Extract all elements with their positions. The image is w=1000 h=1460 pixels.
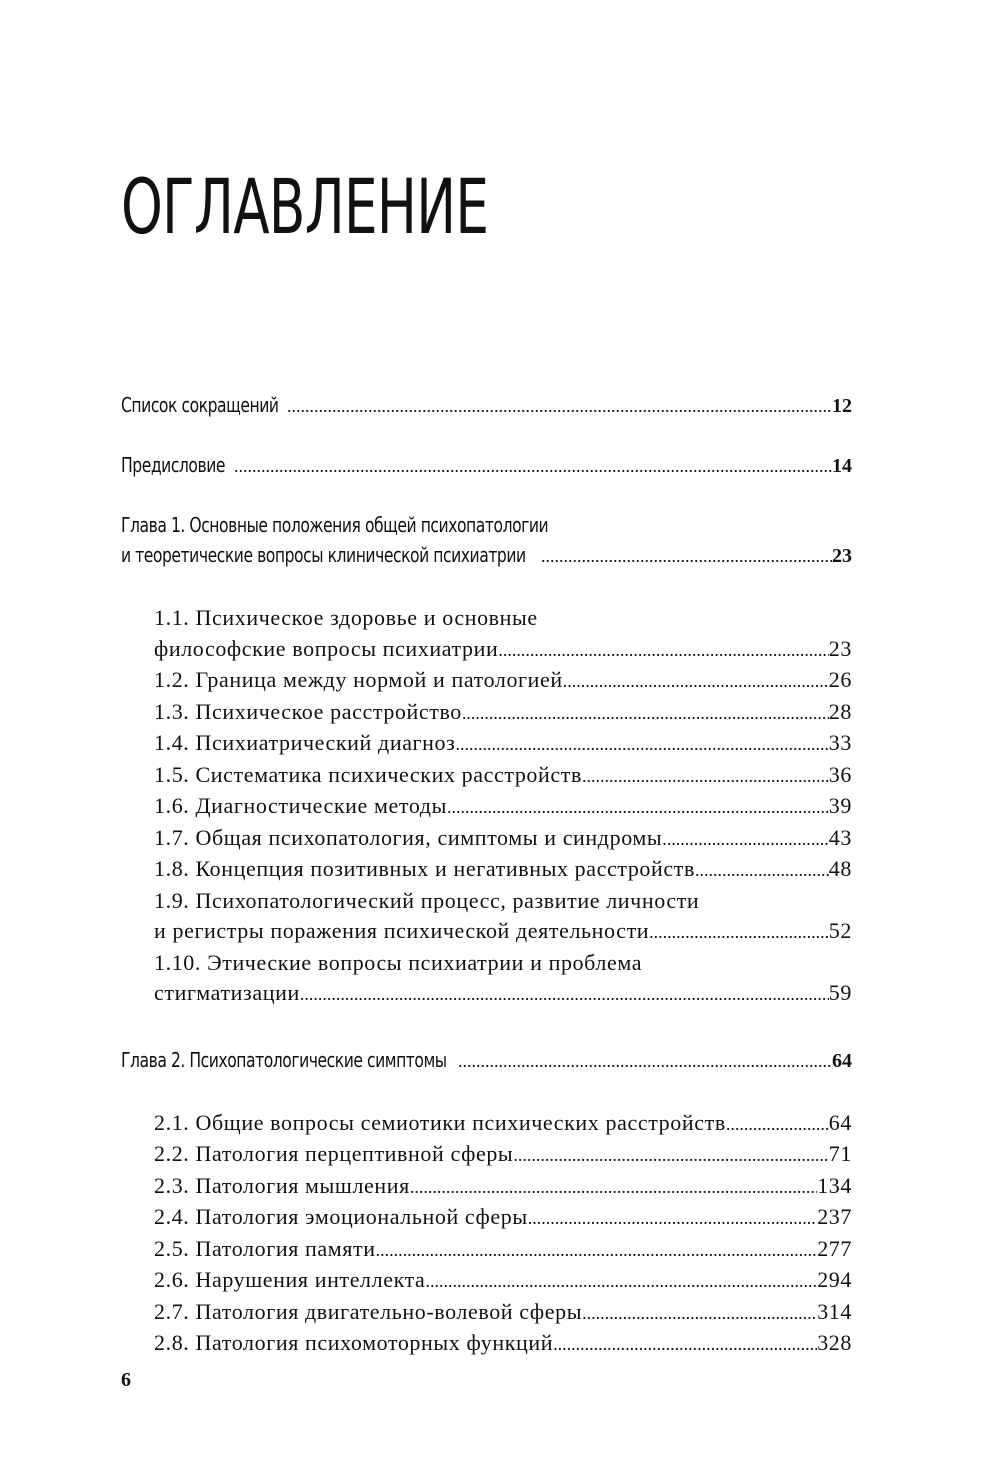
- toc-entry-chapter-2[interactable]: [121, 1045, 852, 1076]
- toc-entry-page: 314: [817, 1298, 852, 1324]
- toc-entry-section-1-6[interactable]: [121, 791, 852, 823]
- dot-leader: [553, 1329, 817, 1360]
- toc-entry-section-2-1[interactable]: [121, 1108, 852, 1140]
- dot-leader: [541, 541, 832, 571]
- dot-leader: [462, 698, 829, 729]
- dot-leader: [662, 824, 829, 855]
- dot-leader: [513, 1140, 828, 1171]
- toc-entry-section-2-6[interactable]: [121, 1265, 852, 1297]
- toc-entry-title: 2.3. Патология мышления: [154, 1172, 410, 1198]
- toc-entry-title: 1.5. Систематика психических расстройств: [154, 761, 582, 787]
- toc-entry-title: и теоретические вопросы клинической психиатрии: [121, 543, 526, 567]
- toc-entry-title: стигматизации: [154, 980, 300, 1005]
- toc-entry-page: 64: [828, 1109, 852, 1135]
- toc-entry-section-1-1[interactable]: [121, 603, 852, 665]
- toc-entry-page: 14: [832, 455, 852, 477]
- toc-entry-section-2-5[interactable]: [121, 1234, 852, 1266]
- page-title: ОГЛАВЛЕНИЕ: [121, 162, 489, 251]
- dot-leader: [234, 451, 832, 481]
- toc-entry-page: 277: [817, 1235, 852, 1261]
- toc-entry-page: 64: [832, 1049, 852, 1072]
- toc-entry-page: 28: [828, 698, 852, 724]
- dot-leader: [287, 391, 832, 421]
- dot-leader: [695, 855, 829, 886]
- toc-entry-title: 2.1. Общие вопросы семиотики психических расстройств: [154, 1109, 726, 1135]
- toc-entry-page: 26: [828, 667, 852, 692]
- dot-leader: [528, 1203, 817, 1234]
- toc-entry-title: 2.5. Патология памяти: [154, 1235, 376, 1261]
- toc-entry-title: Глава 2. Психопатологические симптомы: [121, 1047, 447, 1072]
- toc-entry-title: 1.8. Концепция позитивных и негативных расстройств: [154, 856, 695, 881]
- toc-entry-page: 43: [828, 824, 852, 850]
- toc-entry-section-1-9[interactable]: [121, 886, 852, 948]
- toc-entry-title: 2.8. Патология психомоторных функций: [154, 1330, 554, 1355]
- toc-entry-chapter-1[interactable]: [121, 510, 852, 571]
- dot-leader: [582, 1298, 817, 1329]
- toc-entry-title: 1.2. Граница между нормой и патологией: [154, 667, 563, 692]
- toc-entry-abbreviations[interactable]: [121, 390, 852, 421]
- toc-entry-section-2-4[interactable]: [121, 1202, 852, 1234]
- dot-leader: [563, 666, 829, 697]
- toc-entry-title: 2.4. Патология эмоциональной сферы: [154, 1204, 528, 1229]
- toc-entry-page: 23: [832, 545, 852, 567]
- toc-entry-page: 328: [817, 1330, 852, 1355]
- dot-leader: [582, 761, 829, 792]
- toc-entry-page: 237: [817, 1204, 852, 1229]
- dot-leader: [425, 1266, 817, 1297]
- toc-entry-page: 48: [828, 856, 852, 881]
- toc-entry-title-line: Глава 1. Основные положения общей психопатологии: [121, 513, 549, 537]
- toc-entry-title: 2.6. Нарушения интеллекта: [154, 1267, 426, 1292]
- dot-leader: [649, 917, 829, 948]
- toc-entry-page: 134: [817, 1172, 852, 1198]
- toc-entry-section-1-4[interactable]: [121, 728, 852, 760]
- dot-leader: [410, 1172, 817, 1203]
- toc-entry-page: 33: [828, 730, 852, 755]
- toc-entry-section-2-7[interactable]: [121, 1297, 852, 1329]
- toc-entry-title: Предисловие: [121, 453, 226, 477]
- dot-leader: [458, 1046, 832, 1076]
- page-number: 6: [121, 1369, 131, 1391]
- toc-entry-title: 1.3. Психическое расстройство: [154, 698, 462, 724]
- toc-entry-title: Список сокращений: [121, 393, 279, 417]
- dot-leader: [498, 635, 828, 666]
- toc-entry-title: 1.6. Диагностические методы: [154, 793, 447, 818]
- toc-entry-section-1-2[interactable]: [121, 665, 852, 697]
- dot-leader: [300, 979, 829, 1010]
- dot-leader: [447, 792, 829, 823]
- dot-leader: [376, 1235, 818, 1266]
- toc-entry-title: и регистры поражения психической деятельности: [154, 918, 650, 943]
- toc-entry-page: 36: [828, 761, 852, 787]
- toc-entry-page: 59: [828, 980, 852, 1005]
- toc-entry-section-1-3[interactable]: [121, 697, 852, 729]
- toc-entry-title: философские вопросы психиатрии: [154, 635, 499, 661]
- toc-entry-title-line: 1.1. Психическое здоровье и основные: [154, 605, 538, 630]
- toc-entry-page: 294: [817, 1267, 852, 1292]
- toc-entry-page: 71: [828, 1141, 852, 1166]
- toc-entry-section-2-2[interactable]: [121, 1139, 852, 1171]
- toc-entry-title: 1.7. Общая психопатология, симптомы и синдромы: [154, 824, 663, 850]
- toc-entry-title: 2.2. Патология перцептивной сферы: [154, 1141, 514, 1166]
- toc-entry-title: 2.7. Патология двигательно-волевой сферы: [154, 1298, 583, 1324]
- toc-entry-title-line: 1.9. Психопатологический процесс, развитие личности: [154, 887, 700, 913]
- dot-leader: [726, 1109, 829, 1140]
- toc-entry-section-2-3[interactable]: [121, 1171, 852, 1203]
- toc-entry-title: 1.4. Психиатрический диагноз: [154, 730, 456, 755]
- dot-leader: [455, 729, 828, 760]
- toc-entry-section-1-7[interactable]: [121, 823, 852, 855]
- toc-entry-page: 23: [828, 635, 852, 661]
- toc-entry-section-1-10[interactable]: [121, 948, 852, 1010]
- toc-entry-page: 12: [832, 395, 852, 417]
- toc-entry-section-1-5[interactable]: [121, 760, 852, 792]
- table-of-contents: [121, 390, 852, 1360]
- toc-entry-preface[interactable]: [121, 450, 852, 481]
- toc-entry-page: 52: [828, 918, 852, 943]
- toc-entry-section-1-8[interactable]: [121, 854, 852, 886]
- toc-entry-section-2-8[interactable]: [121, 1328, 852, 1360]
- toc-entry-title-line: 1.10. Этические вопросы психиатрии и проблема: [154, 949, 643, 975]
- toc-entry-page: 39: [828, 793, 852, 818]
